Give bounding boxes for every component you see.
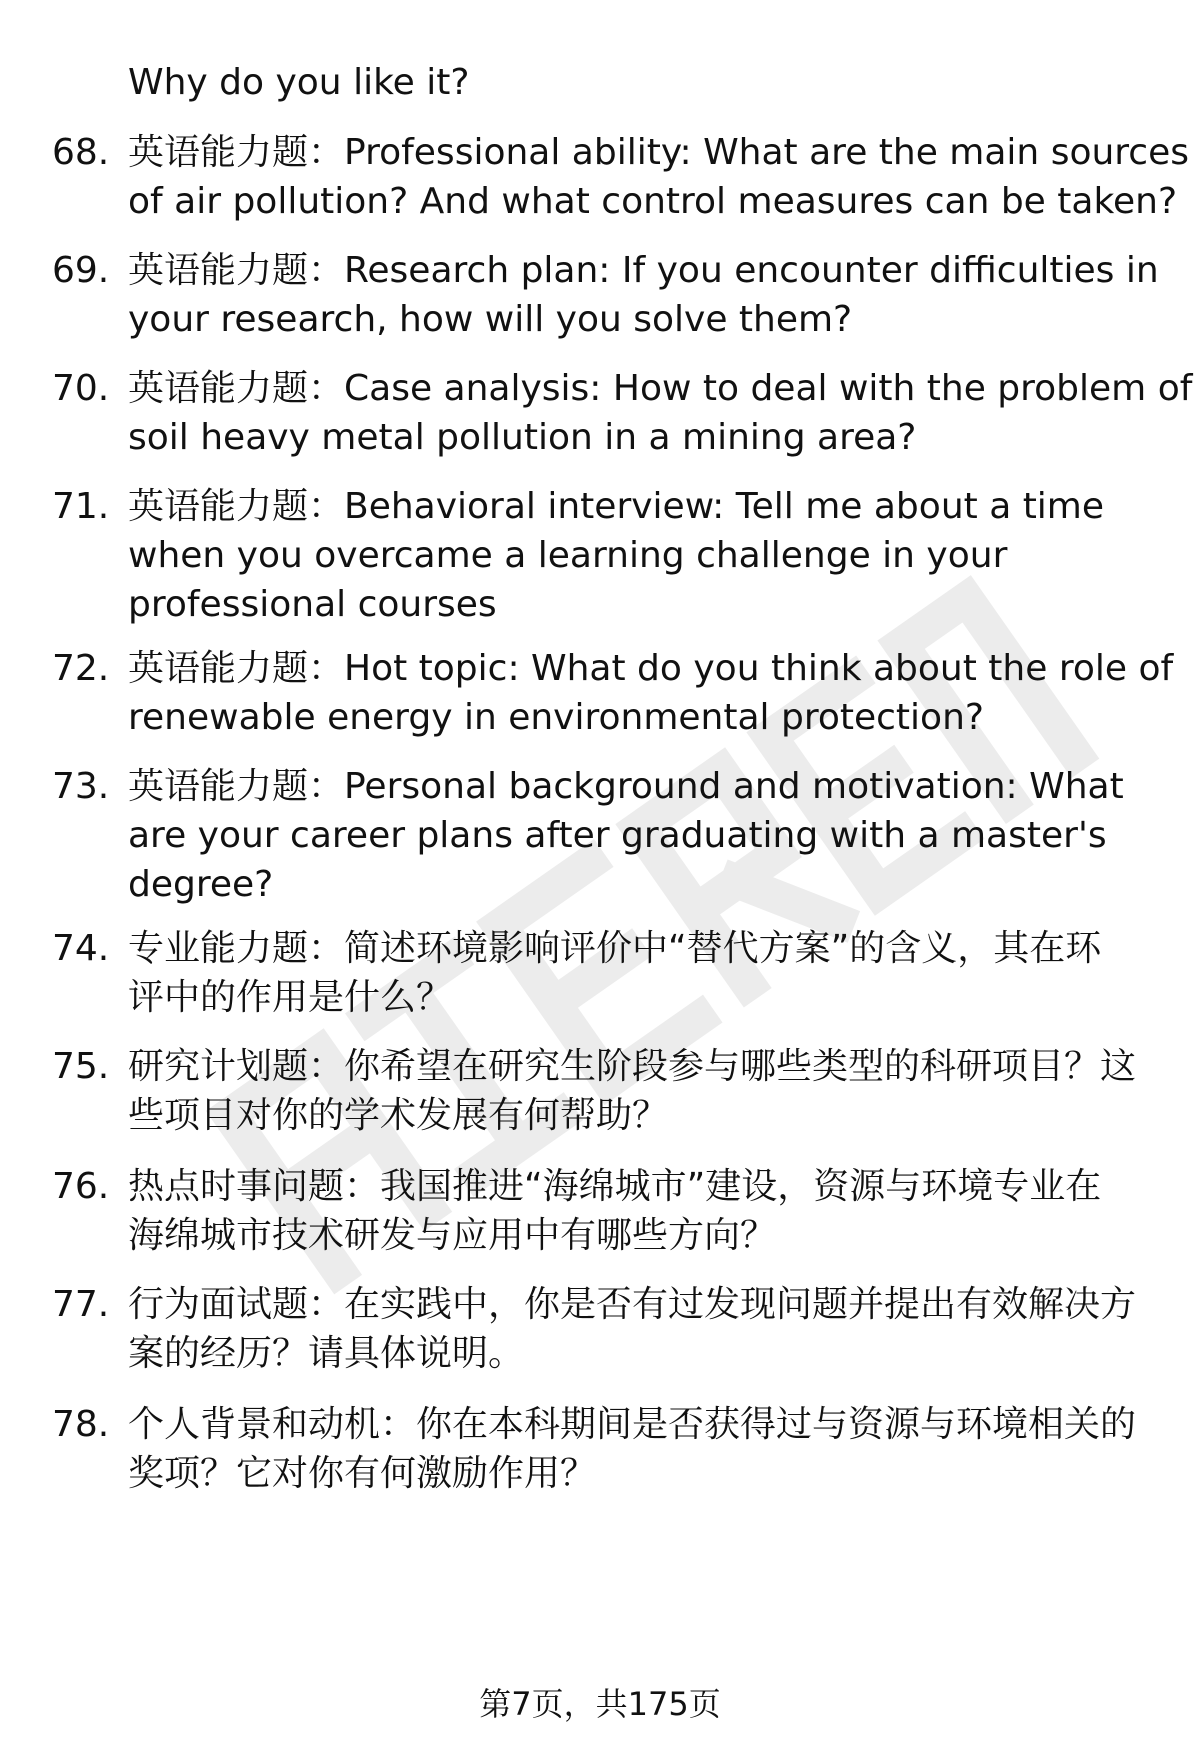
- question-text-line: degree?: [128, 864, 274, 905]
- question-number: 75.: [52, 1046, 110, 1087]
- question-text-line: 英语能力题：Personal background and motivation: What: [128, 766, 1124, 807]
- question-text-line: 个人背景和动机：你在本科期间是否获得过与资源与环境相关的: [128, 1404, 1137, 1445]
- page-footer: 第7页，共175页: [479, 1685, 721, 1723]
- question-text-line: 案的经历？请具体说明。: [128, 1333, 525, 1374]
- question-text-line: are your career plans after graduating with a master's: [128, 815, 1107, 856]
- question-text-line: 研究计划题：你希望在研究生阶段参与哪些类型的科研项目？这: [128, 1046, 1137, 1087]
- question-text-line: 评中的作用是什么？: [128, 977, 453, 1018]
- question-text-line: 英语能力题：Professional ability: What are the main sources: [128, 132, 1189, 173]
- question-number: 74.: [52, 928, 110, 969]
- question-number: 72.: [52, 648, 110, 689]
- question-number: 78.: [52, 1404, 110, 1445]
- question-number: 69.: [52, 250, 110, 291]
- question-text-line: 英语能力题：Hot topic: What do you think about the role of: [128, 648, 1174, 689]
- question-number: 76.: [52, 1166, 110, 1207]
- question-text-line: 专业能力题：简述环境影响评价中“替代方案”的含义，其在环: [128, 928, 1102, 969]
- question-text-line: of air pollution? And what control measures can be taken?: [128, 181, 1178, 222]
- question-text-line: your research, how will you solve them?: [128, 299, 853, 340]
- question-number: 68.: [52, 132, 110, 173]
- question-text-line: 热点时事问题：我国推进“海绵城市”建设，资源与环境专业在: [128, 1166, 1102, 1207]
- question-text-line: renewable energy in environmental protection?: [128, 697, 985, 738]
- question-text-line: 些项目对你的学术发展有何帮助？: [128, 1095, 669, 1136]
- question-number: 77.: [52, 1284, 110, 1325]
- question-text-line: soil heavy metal pollution in a mining area?: [128, 417, 917, 458]
- question-text-line: when you overcame a learning challenge in your: [128, 535, 1008, 576]
- question-text-line: professional courses: [128, 584, 497, 625]
- question-number: 70.: [52, 368, 110, 409]
- question-text-line: 英语能力题：Research plan: If you encounter difficulties in: [128, 250, 1159, 291]
- question-number: 73.: [52, 766, 110, 807]
- continued-question-text: Why do you like it?: [128, 62, 470, 103]
- question-text-line: 海绵城市技术研发与应用中有哪些方向？: [128, 1215, 777, 1256]
- question-text-line: 英语能力题：Case analysis: How to deal with the problem of: [128, 368, 1193, 409]
- question-number: 71.: [52, 486, 110, 527]
- question-text-line: 行为面试题：在实践中，你是否有过发现问题并提出有效解决方: [128, 1284, 1137, 1325]
- question-text-line: 英语能力题：Behavioral interview: Tell me about a time: [128, 486, 1105, 527]
- question-text-line: 奖项？它对你有何激励作用？: [128, 1453, 597, 1494]
